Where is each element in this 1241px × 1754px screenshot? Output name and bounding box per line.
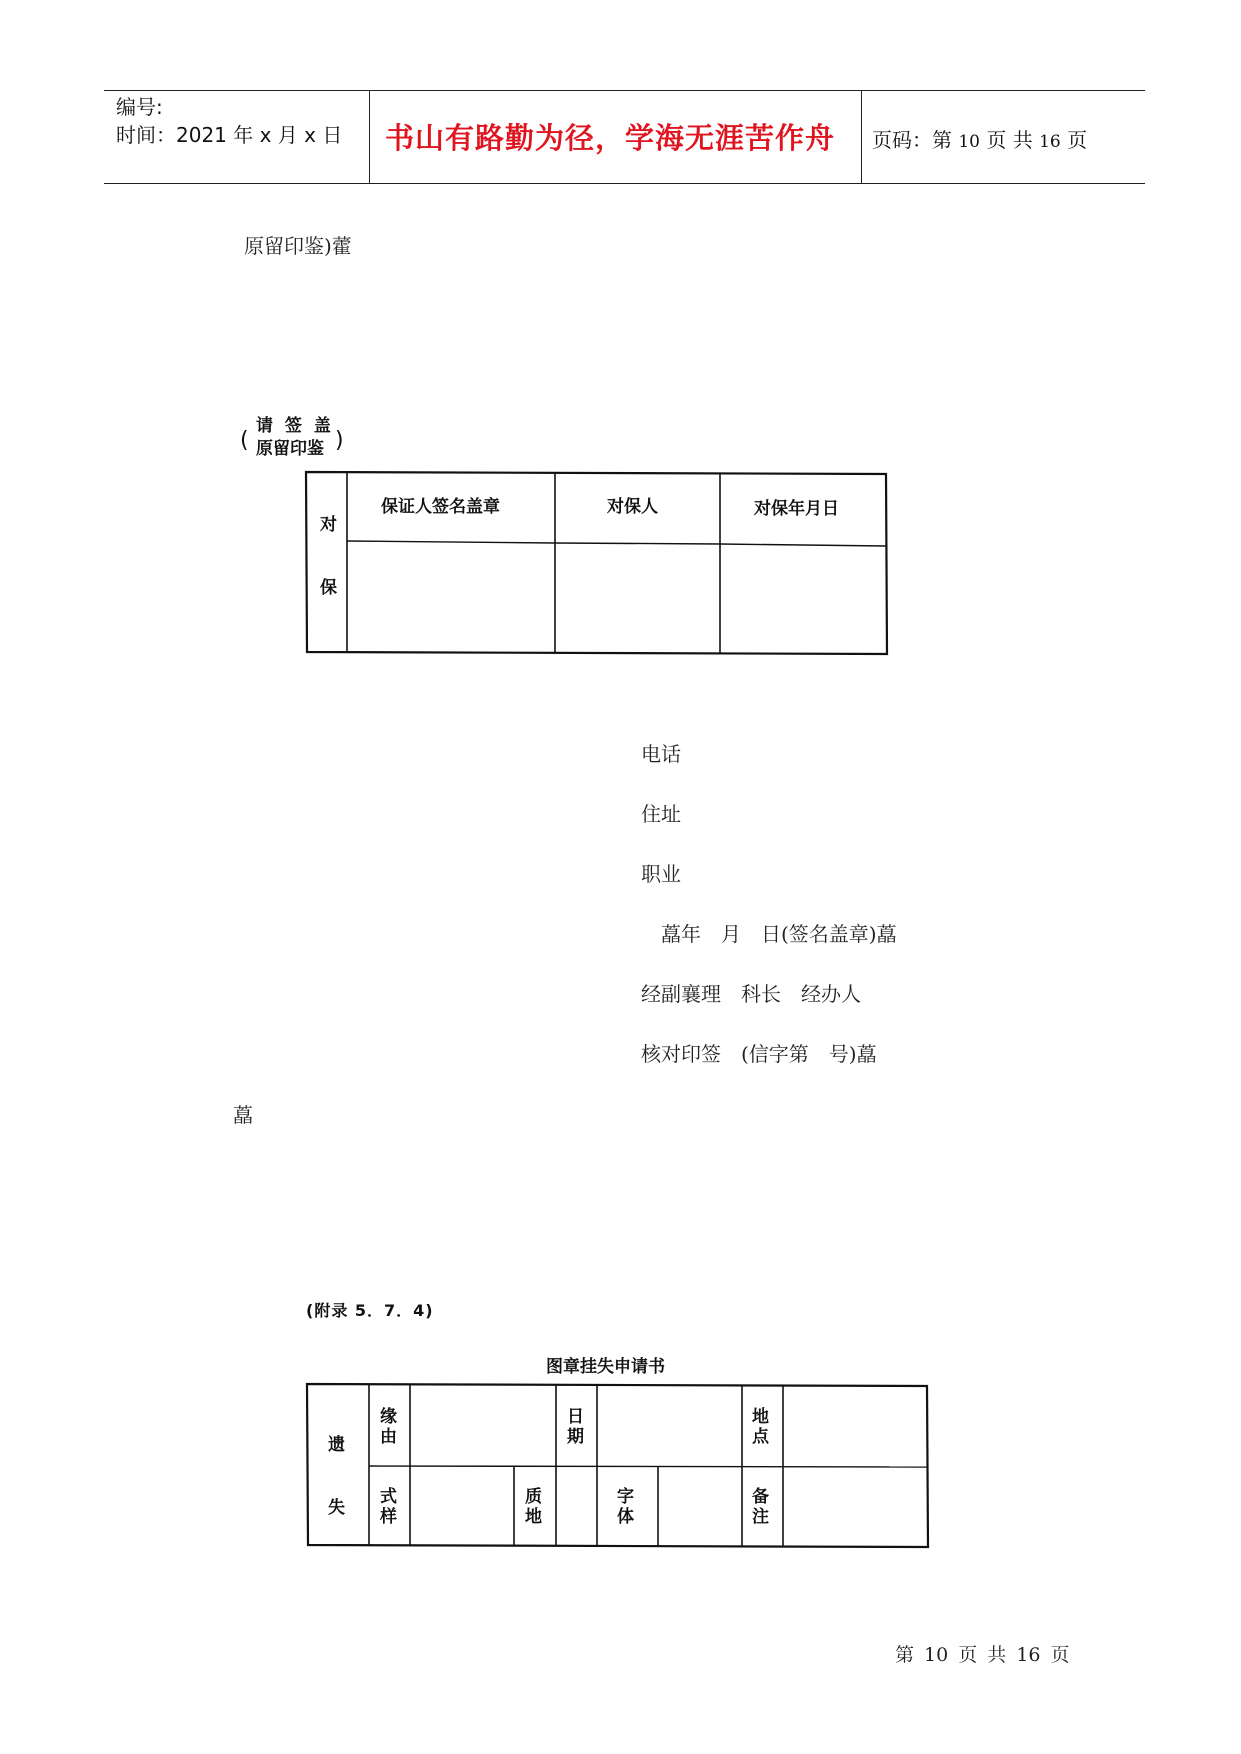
appendix-title: 图章挂失申请书 [546, 1357, 665, 1377]
page-mid: 页 共 [986, 128, 1033, 152]
remark-char-2: 注 [752, 1507, 769, 1527]
serial-label: 编号: [116, 95, 163, 119]
header-top-rule [104, 90, 1145, 91]
date-char-2: 期 [567, 1427, 584, 1447]
page-total: 16 [1039, 132, 1061, 152]
font-char-2: 体 [617, 1507, 634, 1527]
header-page-indicator [872, 124, 1087, 153]
style-char-1: 式 [380, 1487, 397, 1507]
header-bottom-rule [104, 183, 1145, 184]
intro-line: 原留印鉴)藿 [244, 234, 352, 258]
reason-char-2: 由 [380, 1427, 397, 1447]
form1-col-verifier: 对保人 [607, 497, 658, 517]
page-prefix: 页码：第 [872, 128, 952, 152]
page-current: 10 [958, 132, 980, 152]
header-meta [116, 93, 342, 149]
font-char-1: 字 [617, 1487, 634, 1507]
side-note-paren-close: ) [335, 428, 344, 453]
header-divider-right [861, 90, 862, 183]
seal-loss-form-svg [300, 1380, 940, 1560]
seal-loss-form-image [300, 1380, 940, 1560]
form1-row-label-1: 对 [320, 515, 337, 535]
header-motto: 书山有路勤为径，学海无涯苦作舟 [384, 121, 835, 155]
side-note-line1: 请 签 盖 [256, 416, 334, 436]
form1-col-guarantor-sign: 保证人签名盖章 [381, 497, 500, 517]
page-footer: 第 10 页 共 16 页 [895, 1644, 1070, 1666]
staff-line: 经副襄理 科长 经办人 [641, 982, 861, 1006]
appendix-label: (附录 5．7．4) [306, 1301, 434, 1320]
verify-seal-line: 核对印签 (信字第 号)藠 [641, 1042, 877, 1066]
date-sign-line: 藠年 月 日(签名盖章)藠 [661, 922, 897, 946]
page-suffix: 页 [1067, 128, 1088, 152]
place-char-2: 点 [752, 1427, 769, 1447]
job-label: 职业 [641, 862, 681, 886]
remark-char-1: 备 [752, 1487, 769, 1507]
date-char-1: 日 [567, 1407, 584, 1427]
form1-row-label-2: 保 [320, 578, 337, 598]
time-label: 时间：2021 年 x 月 x 日 [116, 123, 343, 147]
guarantee-form-image [240, 410, 920, 670]
form1-hline [347, 541, 886, 546]
phone-label: 电话 [641, 742, 681, 766]
form2-hline [369, 1466, 928, 1467]
material-char-2: 地 [525, 1507, 542, 1527]
address-label: 住址 [641, 802, 681, 826]
material-char-1: 质 [525, 1487, 542, 1507]
place-char-1: 地 [752, 1407, 769, 1427]
stray-character: 藠 [233, 1103, 253, 1127]
side-note-paren-open: ( [240, 428, 249, 453]
reason-char-1: 缘 [380, 1407, 397, 1427]
guarantee-form-svg [240, 410, 920, 670]
style-char-2: 样 [380, 1507, 397, 1527]
form2-side-2: 失 [328, 1498, 345, 1518]
form1-col-verify-date: 对保年月日 [754, 499, 839, 519]
side-note-line2: 原留印鉴 [256, 439, 324, 459]
form2-side-1: 遗 [328, 1435, 345, 1455]
